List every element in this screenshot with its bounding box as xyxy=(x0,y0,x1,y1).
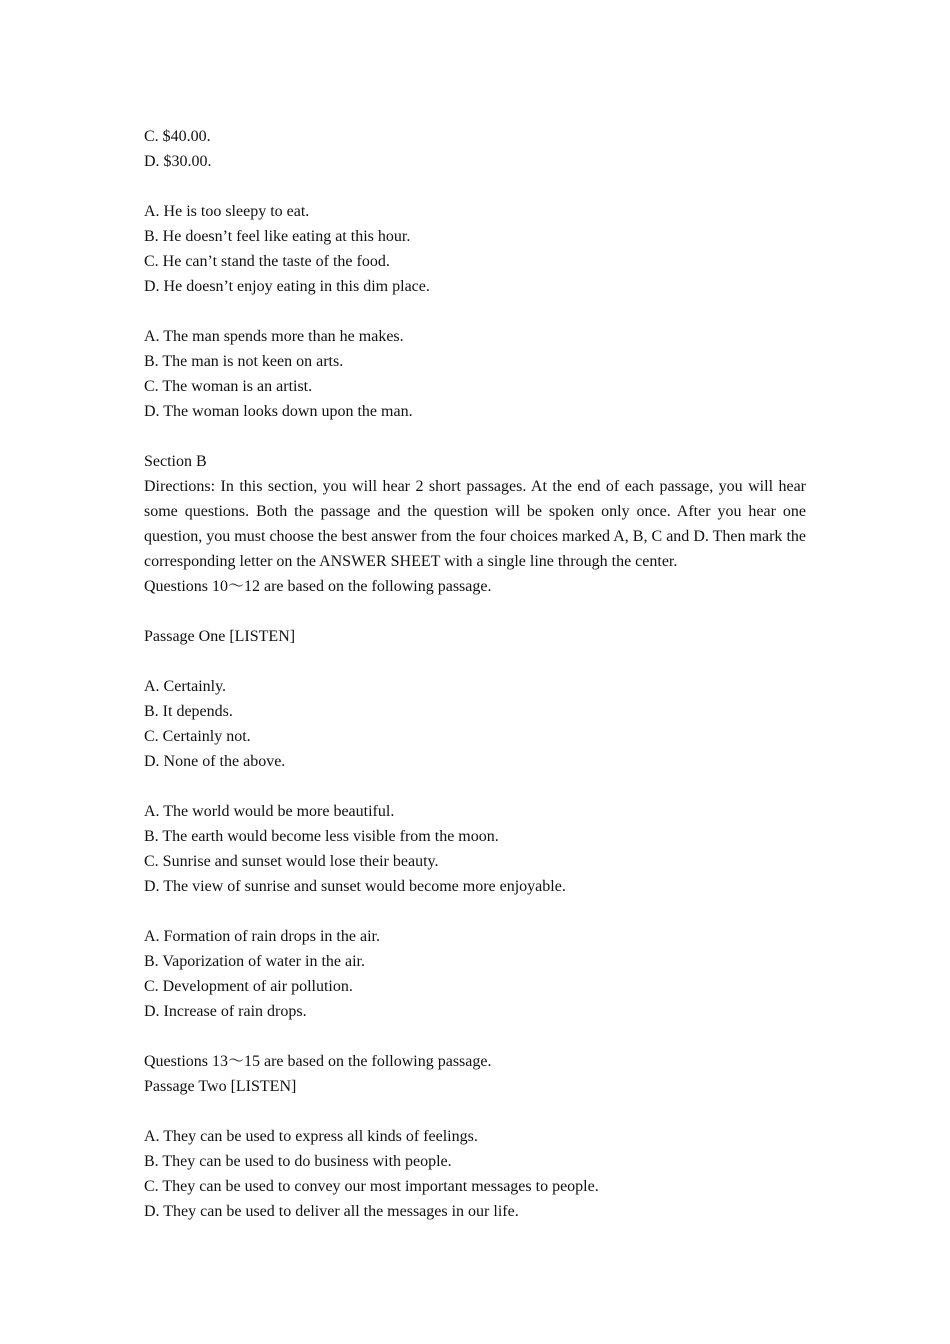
questions-intro-1: Questions 10～12 are based on the following passage. xyxy=(144,578,492,595)
option-c: C. They can be used to convey our most important messages to people. xyxy=(144,1178,599,1195)
question-8-options xyxy=(144,199,806,299)
questions-intro-2: Questions 13～15 are based on the following passage. xyxy=(144,1053,492,1070)
option-b: B. It depends. xyxy=(144,703,233,720)
question-10-options xyxy=(144,674,806,774)
passage-one-heading: Passage One [LISTEN] xyxy=(144,628,296,645)
question-11-options xyxy=(144,799,806,899)
option-b: B. Vaporization of water in the air. xyxy=(144,953,365,970)
option-a: A. Formation of rain drops in the air. xyxy=(144,928,380,945)
option-d: D. The woman looks down upon the man. xyxy=(144,403,413,420)
option-b: B. The earth would become less visible from the moon. xyxy=(144,828,499,845)
option-d: D. He doesn’t enjoy eating in this dim place. xyxy=(144,278,430,295)
section-directions: Directions: In this section, you will hear 2 short passages. At the end of each passage, you will hear some questions. Both the passage and the question will be spoken only once. After you hear one question, you must choose the best answer from the four choices marked A, B, C and D. Then mark the corresponding letter on the ANSWER SHEET with a single line through the center. xyxy=(144,478,806,570)
option-d: D. They can be used to deliver all the messages in our life. xyxy=(144,1203,519,1220)
question-12-options xyxy=(144,924,806,1024)
option-c: C. The woman is an artist. xyxy=(144,378,313,395)
question-7-options xyxy=(144,124,806,174)
option-a: A. The world would be more beautiful. xyxy=(144,803,395,820)
option-d: D. Increase of rain drops. xyxy=(144,1003,307,1020)
option-c: C. Sunrise and sunset would lose their beauty. xyxy=(144,853,439,870)
option-a: A. He is too sleepy to eat. xyxy=(144,203,310,220)
option-d: D. None of the above. xyxy=(144,753,286,770)
option-c: C. He can’t stand the taste of the food. xyxy=(144,253,390,270)
option-d: D. $30.00. xyxy=(144,153,212,170)
question-9-options xyxy=(144,324,806,424)
section-title: Section B xyxy=(144,453,207,470)
option-a: A. Certainly. xyxy=(144,678,227,695)
option-c: C. Development of air pollution. xyxy=(144,978,353,995)
option-a: A. The man spends more than he makes. xyxy=(144,328,404,345)
option-a: A. They can be used to express all kinds of feelings. xyxy=(144,1128,478,1145)
option-c: C. Certainly not. xyxy=(144,728,251,745)
question-13-options xyxy=(144,1124,806,1224)
passage-two-heading: Passage Two [LISTEN] xyxy=(144,1078,297,1095)
option-c: C. $40.00. xyxy=(144,128,211,145)
option-b: B. He doesn’t feel like eating at this hour. xyxy=(144,228,411,245)
option-b: B. The man is not keen on arts. xyxy=(144,353,344,370)
option-d: D. The view of sunrise and sunset would become more enjoyable. xyxy=(144,878,566,895)
document-page xyxy=(144,124,806,1224)
option-b: B. They can be used to do business with people. xyxy=(144,1153,452,1170)
